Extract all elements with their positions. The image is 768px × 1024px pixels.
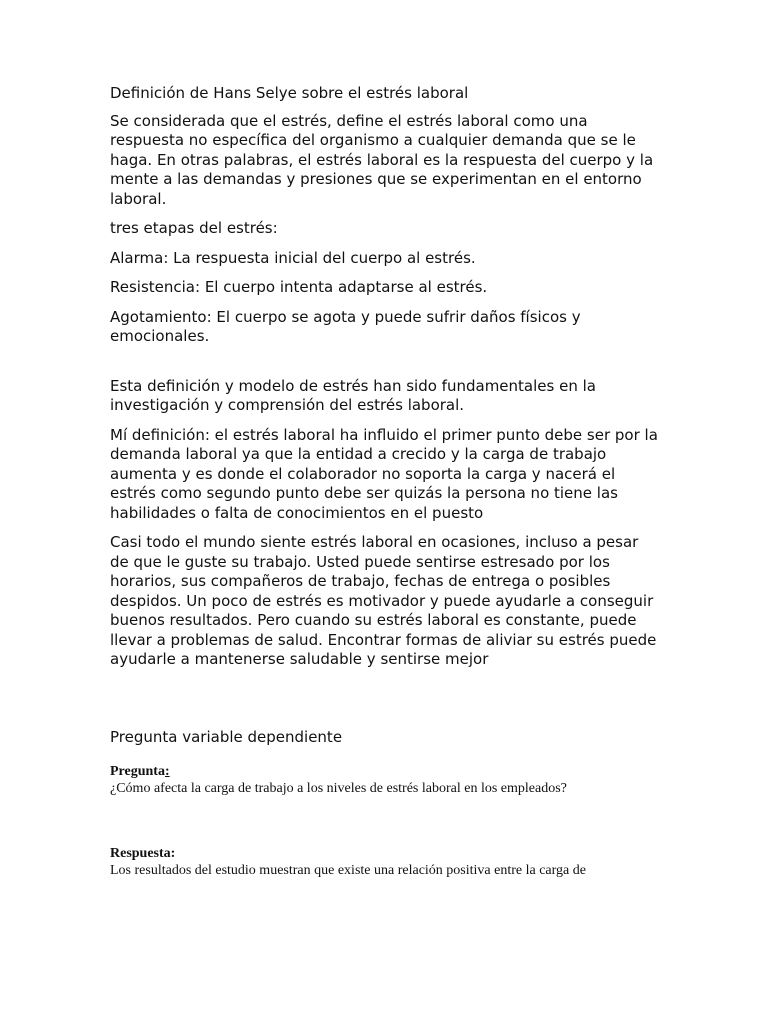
model-paragraph: Esta definición y modelo de estrés han sido fundamentales en la investigación y comprensión del estrés laboral.: [110, 376, 596, 414]
question-text: ¿Cómo afecta la carga de trabajo a los niveles de estrés laboral en los empleados?: [110, 781, 567, 796]
stages-heading: tres etapas del estrés:: [110, 219, 278, 237]
variable-heading: Pregunta variable dependiente: [110, 727, 343, 746]
question-label-colon: :: [164, 764, 170, 779]
blank-lines-2: [110, 797, 658, 845]
answer-text: Los resultados del estudio muestran que existe una relación positiva entre la carga de: [110, 863, 586, 878]
stage-resistance: Resistencia: El cuerpo intenta adaptarse al estrés.: [110, 278, 488, 296]
document-title: Definición de Hans Selye sobre el estrés laboral: [110, 84, 469, 102]
answer-label: Respuesta:: [110, 846, 176, 861]
general-stress-paragraph: Casi todo el mundo siente estrés laboral en ocasiones, incluso a pesar de que le guste su trabajo. Usted puede sentirse estresado por los horarios, sus compañeros de trabajo, fechas de entrega o posibles despidos. Un poco de estrés es motivador y puede ayudarle a conseguir buenos resultados. Pero cuando su estrés laboral es constante, puede llevar a problemas de salud. Encontrar formas de aliviar su estrés puede ayudarle a mantenerse saludable y sentirse mejor: [110, 533, 657, 668]
question-label: [110, 763, 658, 780]
intro-paragraph: Se considerada que el estrés, define el estrés laboral como una respuesta no específica del organismo a cualquier demanda que se le haga. En otras palabras, el estrés laboral es la respuesta del cuerpo y la mente a las demandas y presiones que se experimentan en el entorno laboral.: [110, 111, 654, 208]
question-label-text: Pregunta: [110, 764, 165, 779]
blank-line: [110, 357, 658, 377]
document-body: [110, 84, 658, 879]
stage-alarm: Alarma: La respuesta inicial del cuerpo al estrés.: [110, 248, 476, 267]
blank-lines: [110, 680, 658, 728]
my-definition-paragraph: Mí definición: el estrés laboral ha influido el primer punto debe ser por la demanda laboral ya que la entidad a crecido y la carga de trabajo aumenta y es donde el colaborador no soporta la carga y nacerá el estrés como segundo punto debe ser quizás la persona no tiene las habilidades o falta de conocimientos en el puesto: [110, 425, 658, 522]
stage-exhaustion: Agotamiento: El cuerpo se agota y puede sufrir daños físicos y emocionales.: [110, 307, 581, 345]
